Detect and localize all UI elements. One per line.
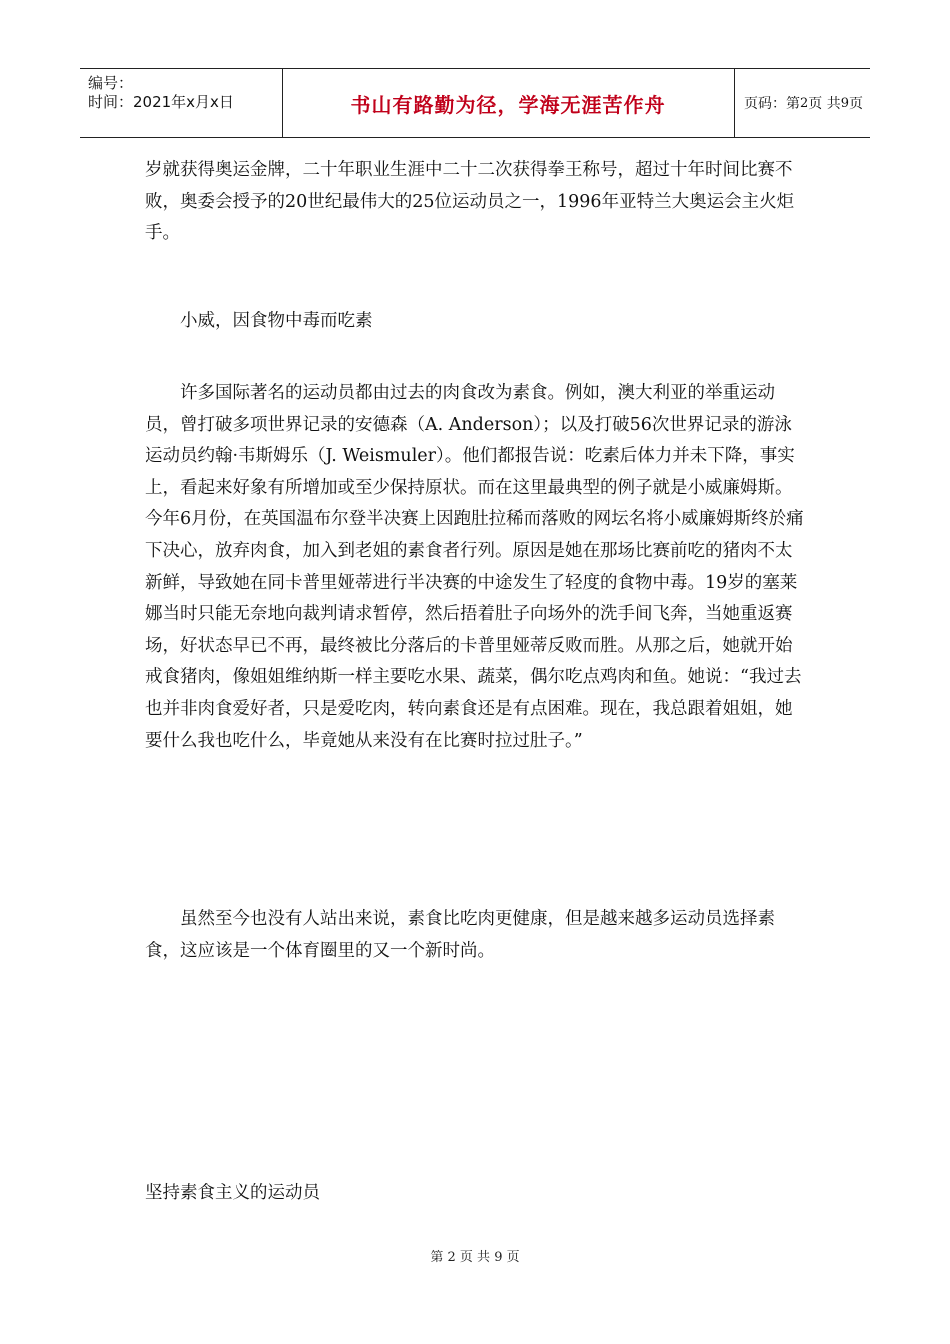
section-heading-2: 坚持素食主义的运动员	[145, 1183, 320, 1203]
header-page-info	[734, 69, 870, 137]
paragraph-3: 虽然至今也没有人站出来说，素食比吃肉更健康，但是越来越多运动员选择素食，这应该是一个体育圈里的又一个新时尚。	[145, 909, 775, 961]
time-label: 时间：2021年x月x日	[88, 93, 234, 111]
section-heading-1: 小威，因食物中毒而吃素	[180, 311, 373, 331]
number-label: 编号：	[88, 74, 134, 92]
header-meta-cell	[80, 69, 283, 137]
page-total: 9	[840, 95, 850, 111]
page-middle: 页 共	[808, 96, 841, 112]
page-current: 2	[800, 95, 809, 111]
page-footer: 第 2 页 共 9 页	[430, 1250, 520, 1265]
page-header	[80, 68, 870, 138]
page-prefix: 页码：第	[744, 96, 800, 112]
paragraph-1: 岁就获得奥运金牌，二十年职业生涯中二十二次获得拳王称号，超过十年时间比赛不败，奥委会授予的20世纪最伟大的25位运动员之一，1996年亚特兰大奥运会主火炬手。	[145, 160, 795, 244]
page-suffix: 页	[849, 96, 864, 112]
paragraph-2: 许多国际著名的运动员都由过去的肉食改为素食。例如，澳大利亚的举重运动员，曾打破多项世界记录的安德森（A. Anderson）；以及打破56次世界记录的游泳运动员约翰·韦斯姆乐（J. Weismuler）。他们都报告说：吃素后体力并未下降，事实上，看起来好象有所增加或至少保持原状。而在这里最典型的例子就是小威廉姆斯。今年6月份，在英国温布尔登半决赛上因跑肚拉稀而落败的网坛名将小威廉姆斯终於痛下决心，放弃肉食，加入到老姐的素食者行列。原因是她在那场比赛前吃的猪肉不太新鲜，导致她在同卡普里娅蒂进行半决赛的中途发生了轻度的食物中毒。19岁的塞莱娜当时只能无奈地向裁判请求暂停，然后捂着肚子向场外的洗手间飞奔，当她重返赛场，好状态早已不再，最终被比分落后的卡普里娅蒂反败而胜。从那之后，她就开始戒食猪肉，像姐姐维纳斯一样主要吃水果、蔬菜，偶尔吃点鸡肉和鱼。她说：“我过去也并非肉食爱好者，只是爱吃肉，转向素食还是有点困难。现在，我总跟着姐姐，她要什么我也吃什么，毕竟她从来没有在比赛时拉过肚子。”	[145, 383, 804, 751]
header-motto: 书山有路勤为径，学海无涯苦作舟	[282, 69, 735, 137]
